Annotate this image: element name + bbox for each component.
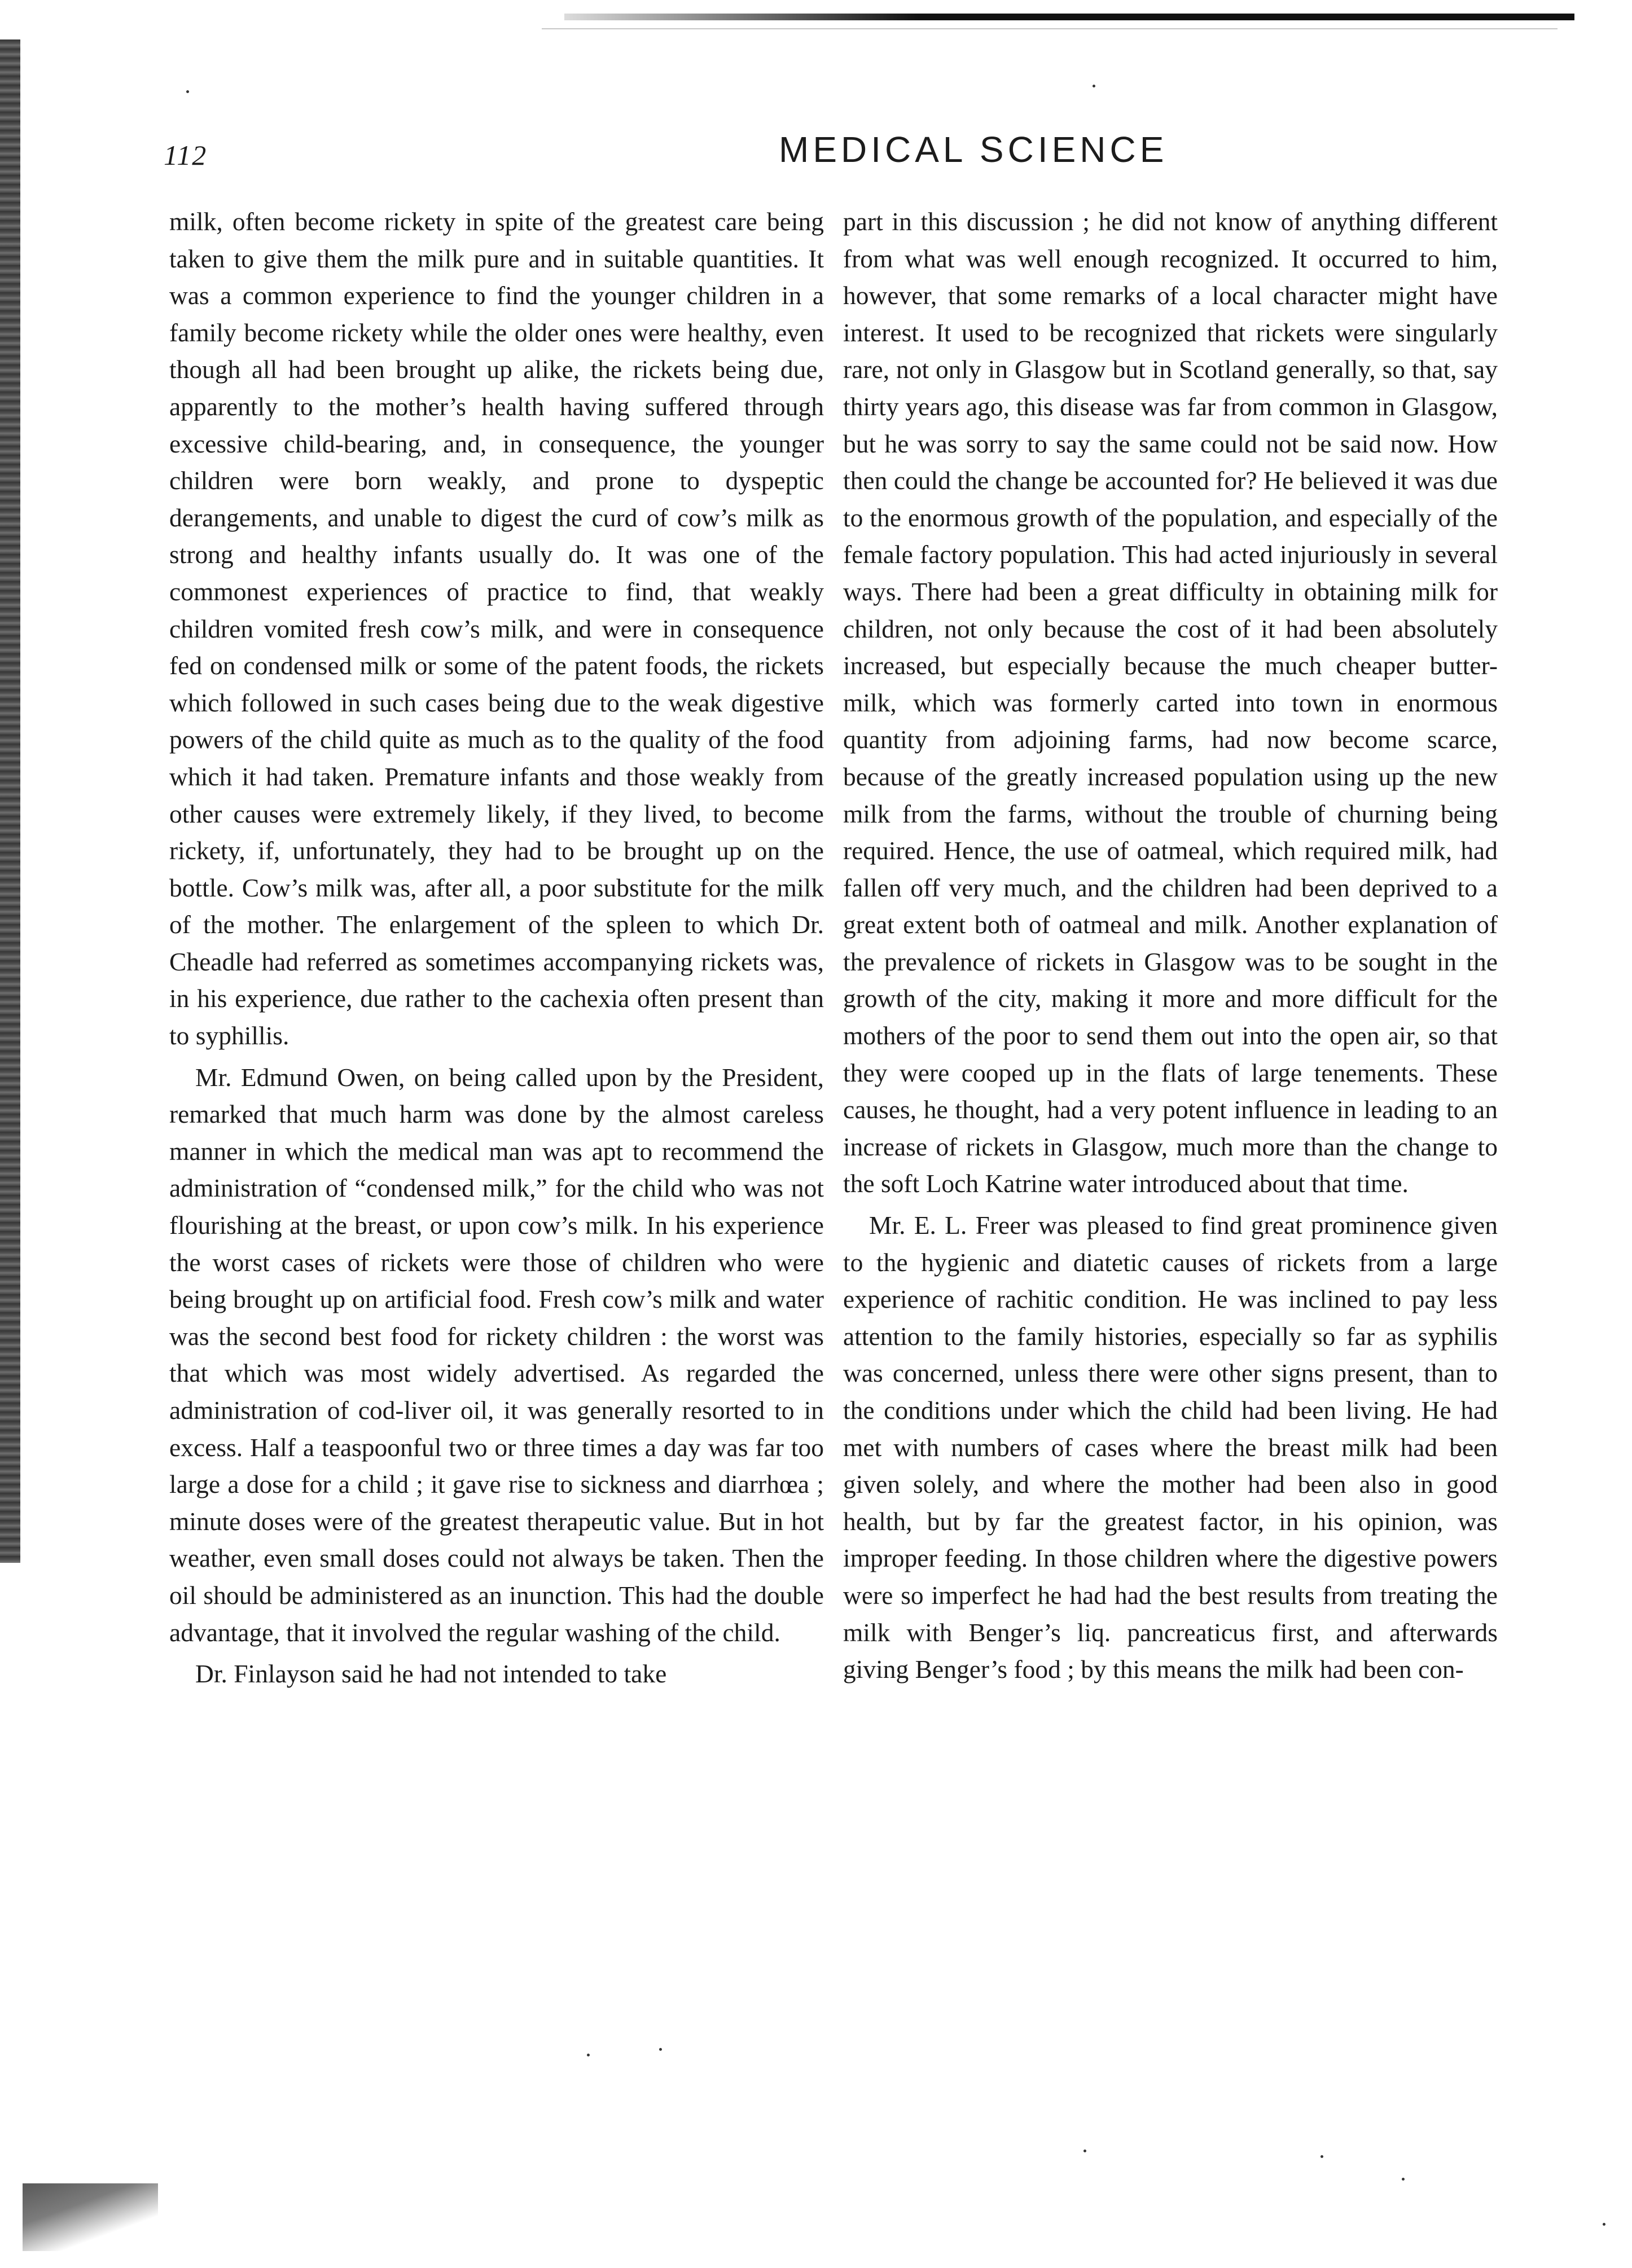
journal-title: MEDICAL SCIENCE bbox=[779, 129, 1168, 170]
top-rule-thin bbox=[542, 28, 1558, 29]
page-number: 112 bbox=[164, 139, 208, 171]
paragraph: Mr. E. L. Freer was pleased to find great prominence given to the hygienic and diatetic causes of rickets from a large experience of rachitic condition. He was inclined to pay less attention to the family histories, especially so far as syphilis was concerned, unless there were other signs present, than to the conditions under which the child had been living. He had met with numbers of cases where the breast milk had been given solely, and where the mother had been also in good health, but by far the greatest factor, in his opinion, was improper feeding. In those children where the digestive powers were so imperfect he had had the best results from treating the milk with Benger’s liq. pancreaticus first, and afterwards giving Benger’s food ; by this means the milk had been con- bbox=[843, 1211, 1498, 1684]
paragraph: Mr. Edmund Owen, on being called upon by the President, remarked that much harm was done by the almost careless manner in which the medical man was apt to recommend the administration of “condensed milk,” for the child who was not flourishing at the breast, or upon cow’s milk. In his experience the worst cases of rickets were those of children who were being brought up on artificial food. Fresh cow’s milk and water was the second best food for rickety children : the worst was that which was most widely advertised. As regarded the administration of cod-liver oil, it was generally resorted to in excess. Half a teaspoonful two or three times a day was far too large a dose for a child ; it gave rise to sickness and diarrhœa ; minute doses were of the greatest therapeutic value. But in hot weather, even small doses could not always be taken. Then the oil should be administered as an inunction. This had the double advantage, that it involved the regular washing of the child. bbox=[169, 1062, 824, 1647]
scan-speck bbox=[587, 2054, 590, 2056]
scan-speck bbox=[1093, 85, 1095, 87]
scan-speck bbox=[186, 90, 189, 93]
scan-speck bbox=[1320, 2155, 1323, 2158]
paragraph: milk, often become rickety in spite of the greatest care being taken to give them the milk pure and in suitable quantities. It was a common experience to find the younger children in a family become rickety while the older ones were healthy, even though all had been brought up alike, the rickets being due, apparently to the mother’s health having suffered through excessive child-bearing, and, in consequence, the younger children were born weakly, and prone to dyspeptic derangements, and unable to digest the curd of cow’s milk as strong and healthy infants usually do. It was one of the commonest experiences of practice to find, that weakly children vomited fresh cow’s milk, and were in consequence fed on condensed milk or some of the patent foods, the rickets which followed in such cases being due to the weak digestive powers of the child quite as much as to the quality of the food which it had taken. Premature infants and those weakly from other causes were extremely likely, if they lived, to become rickety, if, unfortunately, they had to be brought up on the bottle. Cow’s milk was, after all, a poor substitute for the milk of the mother. The enlargement of the spleen to which Dr. Cheadle had referred as sometimes accompanying rickets was, in his experience, due rather to the cachexia often present than to syphillis. bbox=[169, 207, 824, 1051]
scan-speck bbox=[1603, 2223, 1605, 2226]
scan-speck bbox=[1402, 2178, 1405, 2181]
paragraph: Dr. Finlayson said he had not intended to take bbox=[195, 1659, 667, 1689]
binding-corner-shadow bbox=[23, 2183, 158, 2251]
scan-speck bbox=[1083, 2150, 1086, 2152]
binding-edge-shadow bbox=[0, 39, 20, 1563]
scan-speck bbox=[659, 2048, 662, 2051]
right-column bbox=[843, 203, 1498, 1688]
left-column bbox=[169, 203, 824, 1693]
paragraph: part in this discussion ; he did not know of anything different from what was well enough recognized. It occurred to him, however, that some remarks of a local character might have interest. It used to be recognized that rickets were singularly rare, not only in Glasgow but in Scotland generally, so that, say thirty years ago, this disease was far from common in Glasgow, but he was sorry to say the same could not be said now. How then could the change be accounted for? He believed it was due to the enormous growth of the population, and especially of the female factory population. This had acted injuriously in several ways. There had been a great difficulty in obtaining milk for children, not only because the cost of it had been absolutely increased, but especially because the much cheaper butter-milk, which was formerly carted into town in enormous quantity from adjoining farms, had now become scarce, because of the greatly increased population using up the new milk from the farms, without the trouble of churning being required. Hence, the use of oatmeal, which required milk, had fallen off very much, and the children had been deprived to a great extent both of oatmeal and milk. Another explanation of the prevalence of rickets in Glasgow was to be sought in the growth of the city, making it more and more difficult for the mothers of the poor to send them out into the open air, so that they were cooped up in the flats of large tenements. These causes, he thought, had a very potent influence in leading to an increase of rickets in Glasgow, much more than the change to the soft Loch Katrine water introduced about that time. bbox=[843, 207, 1498, 1198]
running-head bbox=[164, 129, 1507, 179]
top-rule bbox=[564, 14, 1574, 20]
